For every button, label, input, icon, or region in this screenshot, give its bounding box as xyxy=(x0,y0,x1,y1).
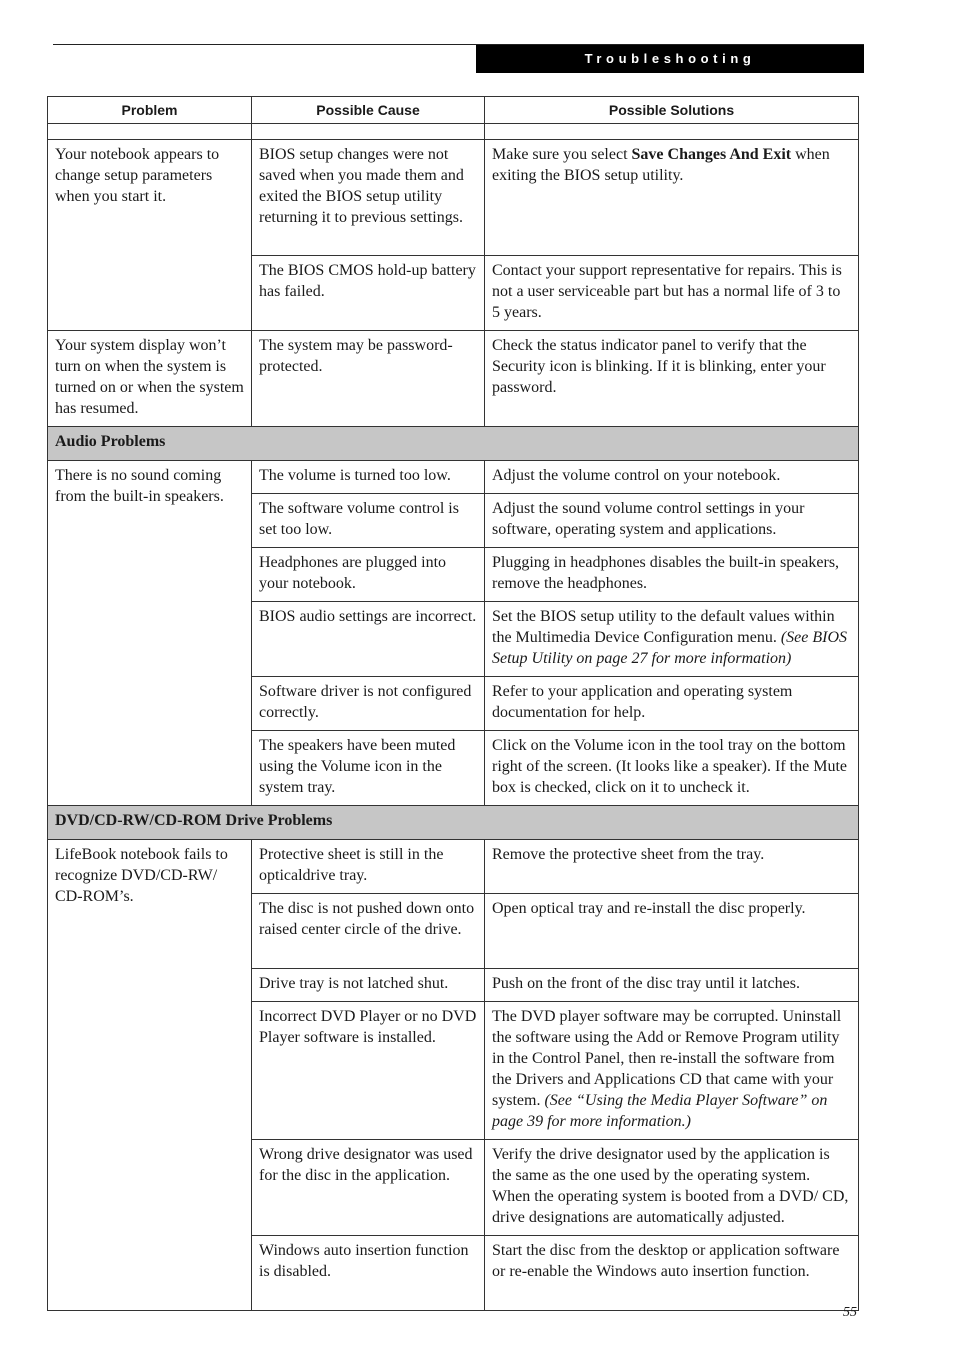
problem-cell: There is no sound coming from the built-in speakers. xyxy=(48,461,252,806)
cause-cell: Protective sheet is still in the opticaldrive tray. xyxy=(252,840,485,894)
problem-cell: LifeBook notebook fails to recognize DVD/CD-RW/ CD-ROM’s. xyxy=(48,840,252,1311)
solution-cell: Start the disc from the desktop or application software or re-enable the Windows auto insertion function. xyxy=(485,1236,859,1311)
section-heading: Audio Problems xyxy=(48,427,859,461)
column-header-solutions: Possible Solutions xyxy=(485,97,859,124)
cause-cell: The BIOS CMOS hold-up battery has failed. xyxy=(252,256,485,331)
problem-cell: Your notebook appears to change setup parameters when you start it. xyxy=(48,140,252,331)
problem-cell: Your system display won’t turn on when the system is turned on or when the system has resumed. xyxy=(48,331,252,427)
solution-cell: Check the status indicator panel to verify that the Security icon is blinking. If it is blinking, enter your password. xyxy=(485,331,859,427)
cause-cell: The software volume control is set too low. xyxy=(252,494,485,548)
cause-cell: The system may be password-protected. xyxy=(252,331,485,427)
cause-cell: The speakers have been muted using the Volume icon in the system tray. xyxy=(252,731,485,806)
solution-text: Set the BIOS setup utility to the default values within the Multimedia Device Configuration menu. xyxy=(492,608,835,646)
cause-cell: Wrong drive designator was used for the disc in the application. xyxy=(252,1140,485,1236)
table-row xyxy=(48,140,859,256)
section-row-dvd xyxy=(48,806,859,840)
solution-cell: Adjust the sound volume control settings in your software, operating system and applications. xyxy=(485,494,859,548)
solution-reference: (See “Using the Media Player Software” on page 39 for more information.) xyxy=(492,1092,828,1130)
solution-text: The DVD player software may be corrupted. Uninstall the software using the Add or Remove Program utility in the Control Panel, then re-install the software from the Drivers and Applications CD that came with your system. xyxy=(492,1008,842,1109)
solution-cell: Adjust the volume control on your notebook. xyxy=(485,461,859,494)
header-spacer-row xyxy=(48,124,859,140)
section-heading: DVD/CD-RW/CD-ROM Drive Problems xyxy=(48,806,859,840)
solution-cell: Remove the protective sheet from the tray. xyxy=(485,840,859,894)
cause-cell: The disc is not pushed down onto raised center circle of the drive. xyxy=(252,894,485,969)
cause-cell: Windows auto insertion function is disabled. xyxy=(252,1236,485,1311)
section-title: Troubleshooting xyxy=(476,45,864,73)
solution-cell xyxy=(485,602,859,677)
solution-cell xyxy=(485,140,859,256)
solution-text: Make sure you select xyxy=(492,146,632,163)
table-row xyxy=(48,461,859,494)
cause-cell: Headphones are plugged into your notebook. xyxy=(252,548,485,602)
section-row-audio xyxy=(48,427,859,461)
solution-cell: Refer to your application and operating system documentation for help. xyxy=(485,677,859,731)
column-header-problem: Problem xyxy=(48,97,252,124)
table-row xyxy=(48,840,859,894)
solution-reference: (See BIOS Setup Utility on page 27 for more information) xyxy=(492,629,848,667)
troubleshooting-table xyxy=(47,96,859,1311)
cause-cell: Drive tray is not latched shut. xyxy=(252,969,485,1002)
cause-cell: BIOS audio settings are incorrect. xyxy=(252,602,485,677)
solution-cell: Verify the drive designator used by the application is the same as the one used by the operating system. When the operating system is booted from a DVD/ CD, drive designations are automatically adjusted. xyxy=(485,1140,859,1236)
cause-cell: Incorrect DVD Player or no DVD Player software is installed. xyxy=(252,1002,485,1140)
column-header-cause: Possible Cause xyxy=(252,97,485,124)
solution-cell: Open optical tray and re-install the disc properly. xyxy=(485,894,859,969)
table-row xyxy=(48,331,859,427)
solution-cell: Click on the Volume icon in the tool tray on the bottom right of the screen. (It looks like a speaker). If the Mute box is checked, click on it to uncheck it. xyxy=(485,731,859,806)
cause-cell: BIOS setup changes were not saved when you made them and exited the BIOS setup utility returning it to previous settings. xyxy=(252,140,485,256)
page-number: 55 xyxy=(843,1305,857,1320)
solution-cell: Plugging in headphones disables the built-in speakers, remove the headphones. xyxy=(485,548,859,602)
solution-cell: Push on the front of the disc tray until it latches. xyxy=(485,969,859,1002)
table-header-row xyxy=(48,97,859,124)
cause-cell: Software driver is not configured correctly. xyxy=(252,677,485,731)
solution-cell: Contact your support representative for repairs. This is not a user serviceable part but has a normal life of 3 to 5 years. xyxy=(485,256,859,331)
solution-emphasis: Save Changes And Exit xyxy=(631,146,792,163)
solution-cell xyxy=(485,1002,859,1140)
solution-text: when exiting the BIOS setup utility. xyxy=(492,146,830,184)
cause-cell: The volume is turned too low. xyxy=(252,461,485,494)
